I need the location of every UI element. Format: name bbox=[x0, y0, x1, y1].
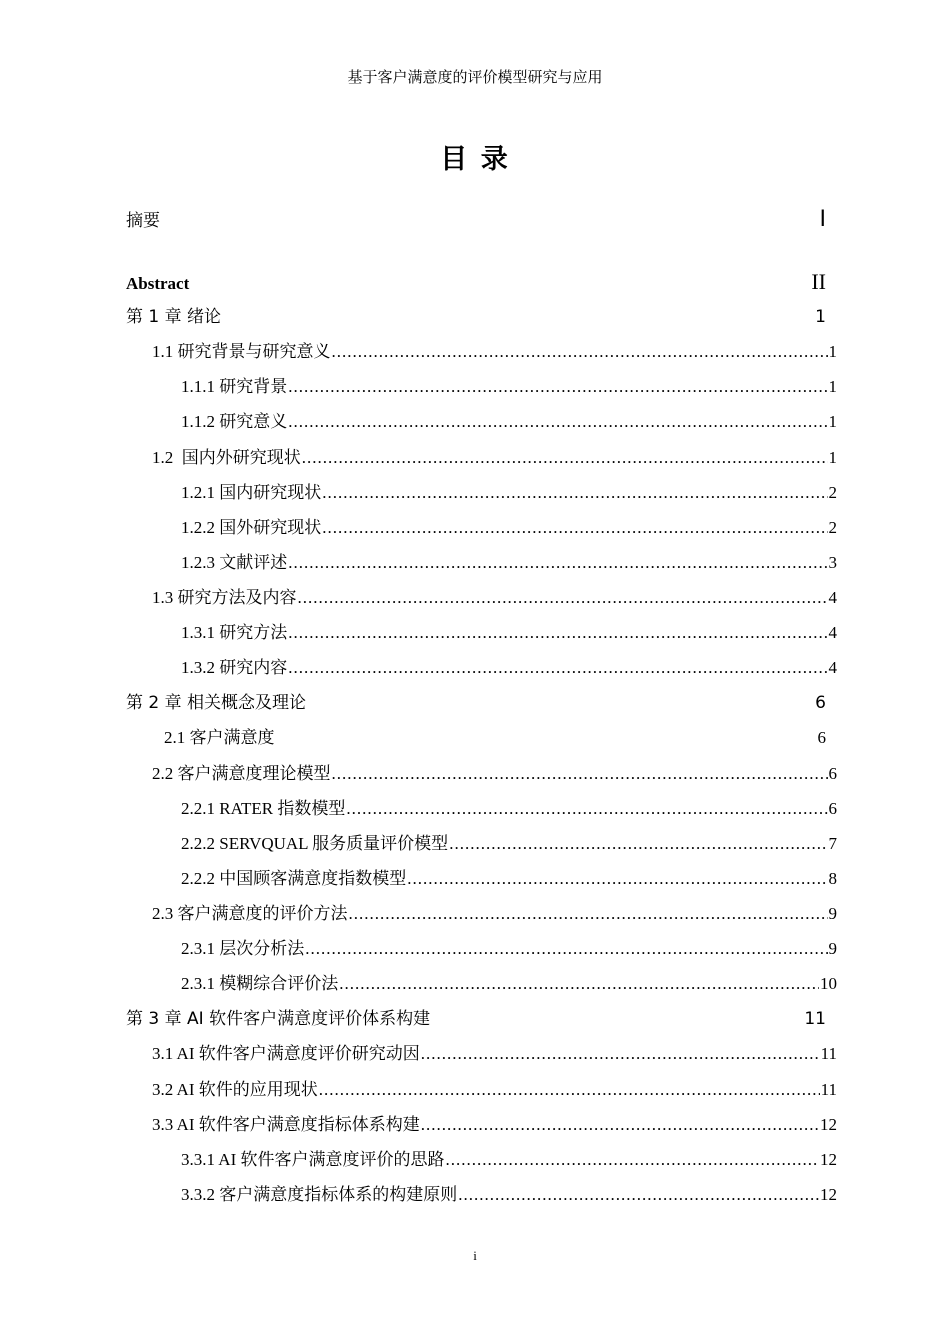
toc-leader-dots bbox=[302, 446, 828, 470]
page-title: 目 录 bbox=[440, 144, 510, 175]
toc-leader-dots bbox=[288, 551, 827, 575]
toc-page-number: 6 bbox=[817, 728, 826, 747]
toc-page-number: 4 bbox=[828, 588, 837, 607]
toc-page-number: 1 bbox=[828, 342, 837, 361]
running-header: 基于客户满意度的评价模型研究与应用 bbox=[347, 70, 603, 86]
toc-page-number: 4 bbox=[828, 623, 837, 642]
toc-label: 2.3 客户满意度的评价方法 bbox=[152, 904, 348, 923]
toc-leader-dots bbox=[449, 832, 827, 856]
toc-entry-1-2[interactable] bbox=[152, 446, 837, 470]
toc-label: 2.3.1 模糊综合评价法 bbox=[181, 974, 339, 993]
toc-page-number: 1 bbox=[828, 448, 837, 467]
toc-page-number: 4 bbox=[828, 658, 837, 677]
toc-label: 3.3.2 客户满意度指标体系的构建原则 bbox=[181, 1185, 458, 1204]
toc-label: 2.2.1 RATER 指数模型 bbox=[181, 799, 346, 818]
toc-page-number: 1 bbox=[828, 412, 837, 431]
toc-page-number: 6 bbox=[828, 764, 837, 783]
toc-leader-dots bbox=[421, 1042, 820, 1066]
toc-entry-chapter-3[interactable] bbox=[126, 1007, 826, 1031]
toc-leader-dots bbox=[407, 867, 827, 891]
toc-entry-1-3-2[interactable] bbox=[181, 656, 837, 680]
toc-entry-2-3-1[interactable] bbox=[181, 937, 837, 961]
toc-label: 第 3 章 AI 软件客户满意度评价体系构建 bbox=[126, 1009, 431, 1029]
toc-entry-1-1-2[interactable] bbox=[181, 410, 837, 434]
toc-page-number: 11 bbox=[820, 1080, 837, 1099]
toc-label: 2.1 客户满意度 bbox=[164, 728, 275, 747]
toc-page-number: 12 bbox=[820, 1115, 837, 1134]
toc-entry-2-3-2[interactable] bbox=[181, 972, 837, 996]
toc-label: 1.1.2 研究意义 bbox=[181, 412, 288, 431]
toc-leader-dots bbox=[458, 1183, 819, 1207]
toc-label: 3.1 AI 软件客户满意度评价研究动因 bbox=[152, 1044, 420, 1063]
toc-label: 1.2 国内外研究现状 bbox=[152, 448, 301, 467]
toc-leader-dots bbox=[298, 586, 828, 610]
toc-page-number: I bbox=[819, 207, 826, 232]
toc-page-number: II bbox=[811, 269, 826, 294]
toc-page-number: 9 bbox=[828, 904, 837, 923]
toc-entry-3-3-2[interactable] bbox=[181, 1183, 837, 1207]
toc-page-number: 7 bbox=[828, 834, 837, 853]
toc-page-number: 12 bbox=[820, 1185, 837, 1204]
toc-label: 第 1 章 绪论 bbox=[126, 307, 222, 327]
toc-leader-dots bbox=[288, 375, 827, 399]
toc-label: 1.1.1 研究背景 bbox=[181, 377, 288, 396]
toc-page-number: 11 bbox=[804, 1009, 826, 1029]
toc-label: 1.3.2 研究内容 bbox=[181, 658, 288, 677]
toc-page-number: 2 bbox=[828, 518, 837, 537]
toc-page-number: 1 bbox=[828, 377, 837, 396]
toc-label: 1.2.2 国外研究现状 bbox=[181, 518, 322, 537]
toc-page-number: 11 bbox=[820, 1044, 837, 1063]
toc-leader-dots bbox=[446, 1148, 820, 1172]
toc-leader-dots bbox=[421, 1113, 819, 1137]
toc-leader-dots bbox=[288, 621, 827, 645]
toc-entry-1-3-1[interactable] bbox=[181, 621, 837, 645]
toc-entry-1-1-1[interactable] bbox=[181, 375, 837, 399]
toc-page-number: 2 bbox=[828, 483, 837, 502]
toc-entry-1-2-2[interactable] bbox=[181, 516, 837, 540]
toc-label: 3.2 AI 软件的应用现状 bbox=[152, 1080, 318, 1099]
toc-leader-dots bbox=[332, 762, 828, 786]
toc-page-number: 12 bbox=[820, 1150, 837, 1169]
toc-entry-2-2-2[interactable] bbox=[181, 832, 837, 856]
page-footer-number: i bbox=[473, 1248, 477, 1263]
toc-leader-dots bbox=[288, 410, 827, 434]
toc-page-number: 6 bbox=[815, 693, 826, 713]
toc-leader-dots bbox=[322, 516, 827, 540]
toc-entry-1-1[interactable] bbox=[152, 340, 837, 364]
toc-leader-dots bbox=[349, 902, 828, 926]
toc-entry-abstract-en[interactable] bbox=[126, 270, 826, 296]
toc-label: 1.3.1 研究方法 bbox=[181, 623, 288, 642]
toc-label: 2.2 客户满意度理论模型 bbox=[152, 764, 331, 783]
toc-entry-1-3[interactable] bbox=[152, 586, 837, 610]
toc-label: 1.1 研究背景与研究意义 bbox=[152, 342, 331, 361]
toc-entry-chapter-2[interactable] bbox=[126, 691, 826, 715]
toc-entry-2-3[interactable] bbox=[152, 902, 837, 926]
toc-leader-dots bbox=[332, 340, 828, 364]
toc-leader-dots bbox=[346, 797, 827, 821]
toc-entry-abstract-cn[interactable] bbox=[126, 208, 826, 233]
toc-label: 2.2.2 中国顾客满意度指数模型 bbox=[181, 869, 407, 888]
toc-entry-2-1[interactable] bbox=[164, 726, 826, 750]
toc-page-number: 10 bbox=[820, 974, 837, 993]
toc-page-number: 1 bbox=[815, 307, 826, 327]
toc-entry-3-1[interactable] bbox=[152, 1042, 837, 1066]
toc-entry-3-3-1[interactable] bbox=[181, 1148, 837, 1172]
toc-entry-2-2[interactable] bbox=[152, 762, 837, 786]
toc-label: 摘要 bbox=[126, 211, 160, 231]
toc-page-number: 3 bbox=[828, 553, 837, 572]
toc-label: 第 2 章 相关概念及理论 bbox=[126, 693, 307, 713]
toc-entry-1-2-3[interactable] bbox=[181, 551, 837, 575]
toc-leader-dots bbox=[305, 937, 827, 961]
toc-page-number: 6 bbox=[828, 799, 837, 818]
toc-leader-dots bbox=[322, 481, 827, 505]
toc-entry-2-2-3[interactable] bbox=[181, 867, 837, 891]
toc-entry-3-3[interactable] bbox=[152, 1113, 837, 1137]
toc-leader-dots bbox=[339, 972, 819, 996]
toc-page-number: 8 bbox=[828, 869, 837, 888]
toc-label: 1.2.1 国内研究现状 bbox=[181, 483, 322, 502]
toc-label: Abstract bbox=[126, 274, 190, 293]
toc-label: 2.2.2 SERVQUAL 服务质量评价模型 bbox=[181, 834, 449, 853]
toc-label: 1.3 研究方法及内容 bbox=[152, 588, 297, 607]
toc-entry-chapter-1[interactable] bbox=[126, 305, 826, 329]
toc-entry-2-2-1[interactable] bbox=[181, 797, 837, 821]
toc-entry-1-2-1[interactable] bbox=[181, 481, 837, 505]
toc-label: 1.2.3 文献评述 bbox=[181, 553, 288, 572]
toc-leader-dots bbox=[319, 1078, 820, 1102]
toc-label: 2.3.1 层次分析法 bbox=[181, 939, 305, 958]
toc-entry-3-2[interactable] bbox=[152, 1078, 837, 1102]
toc-label: 3.3.1 AI 软件客户满意度评价的思路 bbox=[181, 1150, 445, 1169]
toc-label: 3.3 AI 软件客户满意度指标体系构建 bbox=[152, 1115, 420, 1134]
toc-leader-dots bbox=[288, 656, 827, 680]
toc-page-number: 9 bbox=[828, 939, 837, 958]
